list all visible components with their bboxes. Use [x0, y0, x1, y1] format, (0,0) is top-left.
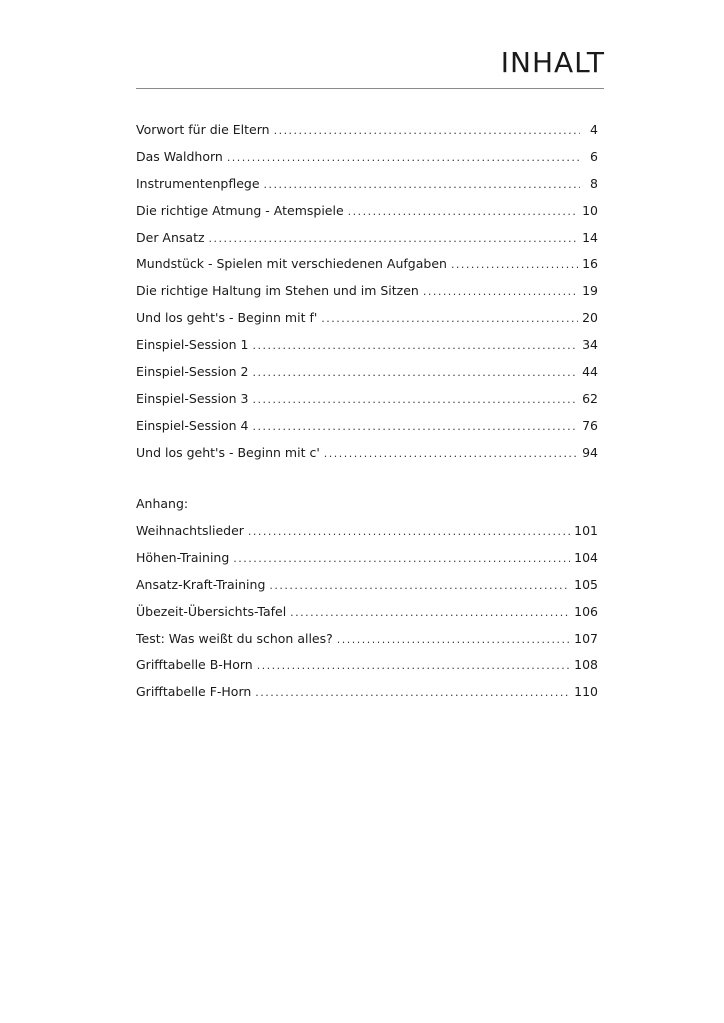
toc-entry [136, 443, 598, 470]
toc-entry-title: Der Ansatz [136, 229, 205, 245]
dot-leader [337, 630, 570, 650]
dot-leader [227, 148, 580, 168]
toc-entry [136, 335, 598, 362]
appendix-heading: Anhang: [136, 496, 189, 511]
toc-entry-page: 107 [574, 630, 598, 646]
toc-entry-page: 14 [582, 229, 598, 245]
toc-entry-title: Höhen-Training [136, 549, 230, 565]
toc-entry-title: Grifftabelle F-Horn [136, 684, 252, 700]
toc-entry-title: Ansatz-Kraft-Training [136, 576, 266, 592]
toc-entry-page: 94 [582, 444, 598, 460]
toc-entry-page: 106 [574, 603, 598, 619]
toc-entry [136, 416, 598, 443]
toc-entry-page: 10 [582, 202, 598, 218]
toc-entry-title: Mundstück - Spielen mit verschiedenen Aufgaben [136, 256, 447, 272]
toc-entry-title: Weihnachtslieder [136, 523, 244, 538]
toc-entry-title: Einspiel-Session 1 [136, 337, 249, 353]
dot-leader [324, 444, 578, 464]
toc-entry-page: 76 [582, 417, 598, 433]
dot-leader [209, 229, 579, 249]
dot-leader [269, 576, 570, 596]
toc-entry [136, 548, 598, 575]
toc-entry [136, 655, 598, 682]
dot-leader [348, 202, 578, 222]
toc-entry-page: 34 [582, 337, 598, 353]
dot-leader [253, 363, 579, 383]
toc-entry-page: 20 [582, 310, 598, 326]
dot-leader [451, 255, 578, 275]
dot-leader [290, 603, 570, 623]
toc-entry-title: Grifftabelle B-Horn [136, 657, 253, 673]
toc-entry-page: 6 [590, 148, 598, 164]
toc-entry-title: Vorwort für die Eltern [136, 122, 270, 137]
toc-entry-title: Und los geht's - Beginn mit c' [136, 444, 320, 460]
toc-entry [136, 682, 598, 709]
toc-entry [136, 362, 598, 389]
toc-entry-page: 104 [574, 549, 598, 565]
toc-entry-page: 108 [574, 657, 598, 673]
dot-leader [321, 309, 578, 329]
dot-leader [248, 522, 570, 542]
toc-entry-page: 4 [590, 122, 598, 137]
toc-entry [136, 201, 598, 228]
toc-entry [136, 120, 598, 147]
page-title: INHALT [500, 46, 605, 79]
toc-entry [136, 521, 598, 548]
toc-entry-page: 101 [574, 523, 598, 538]
dot-leader [264, 175, 580, 195]
title-divider [136, 88, 604, 89]
toc-appendix-list [136, 521, 598, 709]
toc-entry-title: Einspiel-Session 2 [136, 364, 249, 380]
toc-entry-title: Einspiel-Session 3 [136, 390, 249, 406]
toc-main-list [136, 120, 598, 470]
toc-entry [136, 254, 598, 281]
toc-entry-title: Test: Was weißt du schon alles? [136, 630, 333, 646]
dot-leader [255, 683, 570, 703]
toc-entry [136, 228, 598, 255]
dot-leader [423, 282, 578, 302]
toc-entry-page: 16 [582, 256, 598, 272]
toc-entry-page: 110 [574, 684, 598, 700]
toc-entry-page: 8 [590, 175, 598, 191]
toc-entry-page: 62 [582, 390, 598, 406]
toc-entry-page: 19 [582, 283, 598, 299]
toc-entry [136, 308, 598, 335]
toc-entry [136, 629, 598, 656]
toc-entry [136, 602, 598, 629]
dot-leader [274, 121, 580, 141]
dot-leader [233, 549, 570, 569]
toc-entry-page: 44 [582, 364, 598, 380]
dot-leader [257, 656, 570, 676]
toc-entry [136, 389, 598, 416]
toc-entry-title: Instrumentenpflege [136, 175, 260, 191]
toc-entry [136, 174, 598, 201]
toc-entry-page: 105 [574, 576, 598, 592]
toc-entry [136, 575, 598, 602]
dot-leader [253, 417, 579, 437]
toc-entry [136, 147, 598, 174]
toc-entry-title: Und los geht's - Beginn mit f' [136, 310, 318, 326]
toc-entry-title: Das Waldhorn [136, 148, 223, 164]
toc-entry-title: Die richtige Atmung - Atemspiele [136, 202, 344, 218]
toc-entry [136, 281, 598, 308]
toc-entry-title: Die richtige Haltung im Stehen und im Sitzen [136, 283, 419, 299]
toc-entry-title: Einspiel-Session 4 [136, 417, 249, 433]
toc-entry-title: Übezeit-Übersichts-Tafel [136, 603, 287, 619]
dot-leader [253, 390, 579, 410]
dot-leader [253, 336, 579, 356]
